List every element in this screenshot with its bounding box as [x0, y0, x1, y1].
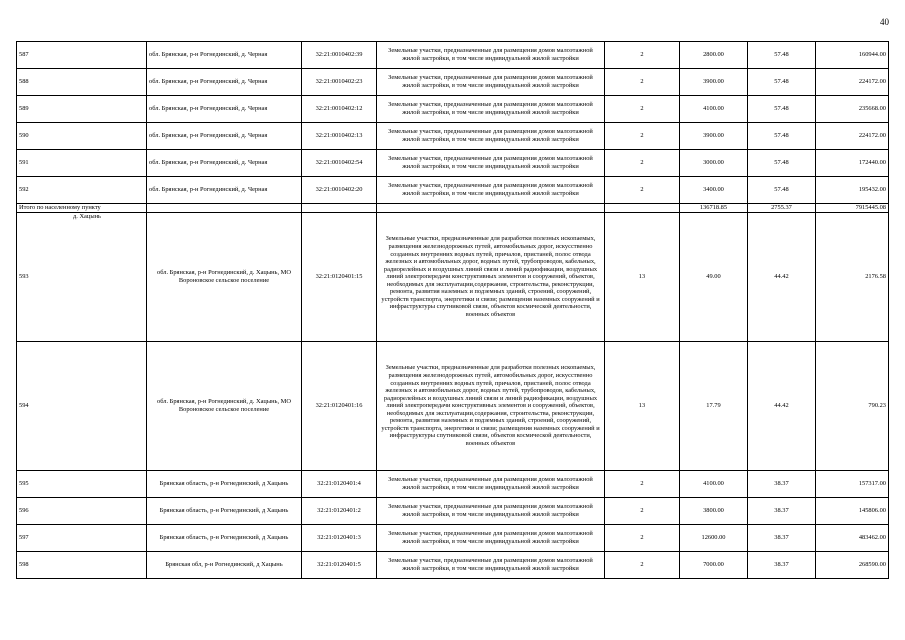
table-row	[17, 42, 889, 69]
row-address: обл. Брянская, р-н Рогнединский, д. Черная	[147, 177, 302, 204]
row-cadastre: 32:21:0120401:15	[302, 213, 377, 342]
table-row	[17, 96, 889, 123]
row-cadastre: 32:21:0010402:54	[302, 150, 377, 177]
row-number: 596	[17, 498, 147, 525]
row-cadastre: 32:21:0120401:2	[302, 498, 377, 525]
row-area: 3400.00	[680, 177, 748, 204]
row-area: 3900.00	[680, 69, 748, 96]
row-area: 17.79	[680, 342, 748, 471]
row-address: Брянская область, р-н Рогнединский, д Хацынь	[147, 471, 302, 498]
row-address: обл. Брянская, р-н Рогнединский, д. Черная	[147, 69, 302, 96]
row-price: 57.48	[748, 177, 816, 204]
row-cadastre: 32:21:0010402:23	[302, 69, 377, 96]
row-cost: 2176.58	[816, 213, 889, 342]
row-category: 13	[605, 213, 680, 342]
table-row	[17, 525, 889, 552]
table-row	[17, 498, 889, 525]
row-price: 44.42	[748, 213, 816, 342]
row-cadastre: 32:21:0120401:16	[302, 342, 377, 471]
row-cost: 172440.00	[816, 150, 889, 177]
row-price: 38.37	[748, 498, 816, 525]
row-address: обл. Брянская, р-н Рогнединский, д. Хацынь, МО Вороновское сельское поселение	[147, 342, 302, 471]
row-use: Земельные участки, предназначенные для размещения домов малоэтажной жилой застройки, в том числе индивидуальной жилой застройки	[377, 69, 605, 96]
row-address: обл. Брянская, р-н Рогнединский, д. Черная	[147, 123, 302, 150]
row-category: 2	[605, 552, 680, 579]
row-use: Земельные участки, предназначенные для размещения домов малоэтажной жилой застройки, в том числе индивидуальной жилой застройки	[377, 42, 605, 69]
row-number: 593	[19, 273, 29, 281]
row-category: 2	[605, 471, 680, 498]
row-use: Земельные участки, предназначенные для разработки полезных ископаемых, размещения железнодорожных путей, автомобильных дорог, искусственно созданных внутренних водных путей, причалов, пристаней, полос отвода железных и автомобильных дорог, водных путей, трубопроводов, кабельных, радиорелейных и воздушных линий связи и линий радиофикации, воздушных линий электропередачи конструктивных элементов и сооружений, объектов, необходимых для эксплуатации,содержания, строительства, реконструкции, ремонта, развития наземных и подземных зданий, строений, сооружений, устройств транспорта, энергетики и связи; размещения наземных сооружений и инфраструктуры спутниковой связи, объектов космической деятельности, военных объектов	[377, 213, 605, 342]
row-cost: 195432.00	[816, 177, 889, 204]
row-area: 2800.00	[680, 42, 748, 69]
table-row	[17, 150, 889, 177]
row-area: 7000.00	[680, 552, 748, 579]
row-address: Брянская область, р-н Рогнединский, д Хацынь	[147, 525, 302, 552]
land-plots-table	[16, 41, 889, 579]
row-address: обл. Брянская, р-н Рогнединский, д. Хацынь, МО Вороновское сельское поселение	[147, 213, 302, 342]
row-area: 3800.00	[680, 498, 748, 525]
row-number: 595	[17, 471, 147, 498]
total-price: 2755.37	[748, 204, 816, 213]
row-category: 2	[605, 498, 680, 525]
row-use: Земельные участки, предназначенные для размещения домов малоэтажной жилой застройки, в том числе индивидуальной жилой застройки	[377, 471, 605, 498]
row-price: 57.48	[748, 123, 816, 150]
row-cost: 224172.00	[816, 123, 889, 150]
row-category: 2	[605, 96, 680, 123]
row-cadastre: 32:21:0120401:4	[302, 471, 377, 498]
row-cost: 790.23	[816, 342, 889, 471]
row-use: Земельные участки, предназначенные для размещения домов малоэтажной жилой застройки, в том числе индивидуальной жилой застройки	[377, 177, 605, 204]
row-price: 57.48	[748, 150, 816, 177]
row-number: 590	[17, 123, 147, 150]
row-use: Земельные участки, предназначенные для размещения домов малоэтажной жилой застройки, в том числе индивидуальной жилой застройки	[377, 150, 605, 177]
row-cost: 235668.00	[816, 96, 889, 123]
row-number: 597	[17, 525, 147, 552]
row-address: обл. Брянская, р-н Рогнединский, д. Черная	[147, 96, 302, 123]
row-use: Земельные участки, предназначенные для размещения домов малоэтажной жилой застройки, в том числе индивидуальной жилой застройки	[377, 498, 605, 525]
row-area: 3000.00	[680, 150, 748, 177]
row-price: 38.37	[748, 525, 816, 552]
row-use: Земельные участки, предназначенные для размещения домов малоэтажной жилой застройки, в том числе индивидуальной жилой застройки	[377, 552, 605, 579]
total-label: Итого по населенному пункту	[17, 204, 147, 213]
row-cadastre: 32:21:0120401:3	[302, 525, 377, 552]
table-row	[17, 213, 889, 342]
settlement-name: д. Хацынь	[73, 213, 101, 220]
row-category: 2	[605, 525, 680, 552]
row-address: Брянская область, р-н Рогнединский, д Хацынь	[147, 498, 302, 525]
row-cost: 483462.00	[816, 525, 889, 552]
row-price: 57.48	[748, 96, 816, 123]
table-row	[17, 177, 889, 204]
row-cost: 268590.00	[816, 552, 889, 579]
row-category: 13	[605, 342, 680, 471]
row-cadastre: 32:21:0010402:20	[302, 177, 377, 204]
row-use: Земельные участки, предназначенные для разработки полезных ископаемых, размещения железнодорожных путей, автомобильных дорог, искусственно созданных внутренних водных путей, причалов, пристаней, полос отвода железных и автомобильных дорог, водных путей, трубопроводов, кабельных, радиорелейных и воздушных линий связи и линий радиофикации, воздушных линий электропередачи конструктивных элементов и сооружений, объектов, необходимых для эксплуатации,содержания, строительства, реконструкции, ремонта, развития наземных и подземных зданий, строений, сооружений, устройств транспорта, энергетики и связи; размещения наземных сооружений и инфраструктуры спутниковой связи, объектов космической деятельности, военных объектов	[377, 342, 605, 471]
row-area: 12600.00	[680, 525, 748, 552]
row-price: 38.37	[748, 552, 816, 579]
row-number: 592	[17, 177, 147, 204]
row-number: 598	[17, 552, 147, 579]
row-area: 4100.00	[680, 471, 748, 498]
total-row	[17, 204, 889, 213]
row-category: 2	[605, 177, 680, 204]
row-number: 587	[17, 42, 147, 69]
row-cost: 145806.00	[816, 498, 889, 525]
row-category: 2	[605, 150, 680, 177]
row-price: 44.42	[748, 342, 816, 471]
total-area: 136718.85	[680, 204, 748, 213]
row-use: Земельные участки, предназначенные для размещения домов малоэтажной жилой застройки, в том числе индивидуальной жилой застройки	[377, 123, 605, 150]
row-number: 591	[17, 150, 147, 177]
row-number: 588	[17, 69, 147, 96]
page-number: 40	[880, 17, 889, 27]
table-row	[17, 471, 889, 498]
row-address: обл. Брянская, р-н Рогнединский, д. Черная	[147, 150, 302, 177]
table-row	[17, 342, 889, 471]
table-row	[17, 69, 889, 96]
row-cost: 160944.00	[816, 42, 889, 69]
row-use: Земельные участки, предназначенные для размещения домов малоэтажной жилой застройки, в том числе индивидуальной жилой застройки	[377, 525, 605, 552]
row-area: 3900.00	[680, 123, 748, 150]
row-cadastre: 32:21:0120401:5	[302, 552, 377, 579]
row-category: 2	[605, 69, 680, 96]
row-cost: 224172.00	[816, 69, 889, 96]
total-cost: 7915445.08	[816, 204, 889, 213]
row-area: 4100.00	[680, 96, 748, 123]
table-row	[17, 123, 889, 150]
table-row	[17, 552, 889, 579]
row-address: обл. Брянская, р-н Рогнединский, д. Черная	[147, 42, 302, 69]
row-price: 57.48	[748, 69, 816, 96]
row-cadastre: 32:21:0010402:12	[302, 96, 377, 123]
row-price: 38.37	[748, 471, 816, 498]
row-cost: 157317.00	[816, 471, 889, 498]
row-category: 2	[605, 123, 680, 150]
row-cadastre: 32:21:0010402:39	[302, 42, 377, 69]
row-use: Земельные участки, предназначенные для размещения домов малоэтажной жилой застройки, в том числе индивидуальной жилой застройки	[377, 96, 605, 123]
row-address: Брянская обл, р-н Рогнединский, д Хацынь	[147, 552, 302, 579]
row-area: 49.00	[680, 213, 748, 342]
row-number: 594	[17, 342, 147, 471]
row-category: 2	[605, 42, 680, 69]
row-cadastre: 32:21:0010402:13	[302, 123, 377, 150]
row-price: 57.48	[748, 42, 816, 69]
row-number: 589	[17, 96, 147, 123]
